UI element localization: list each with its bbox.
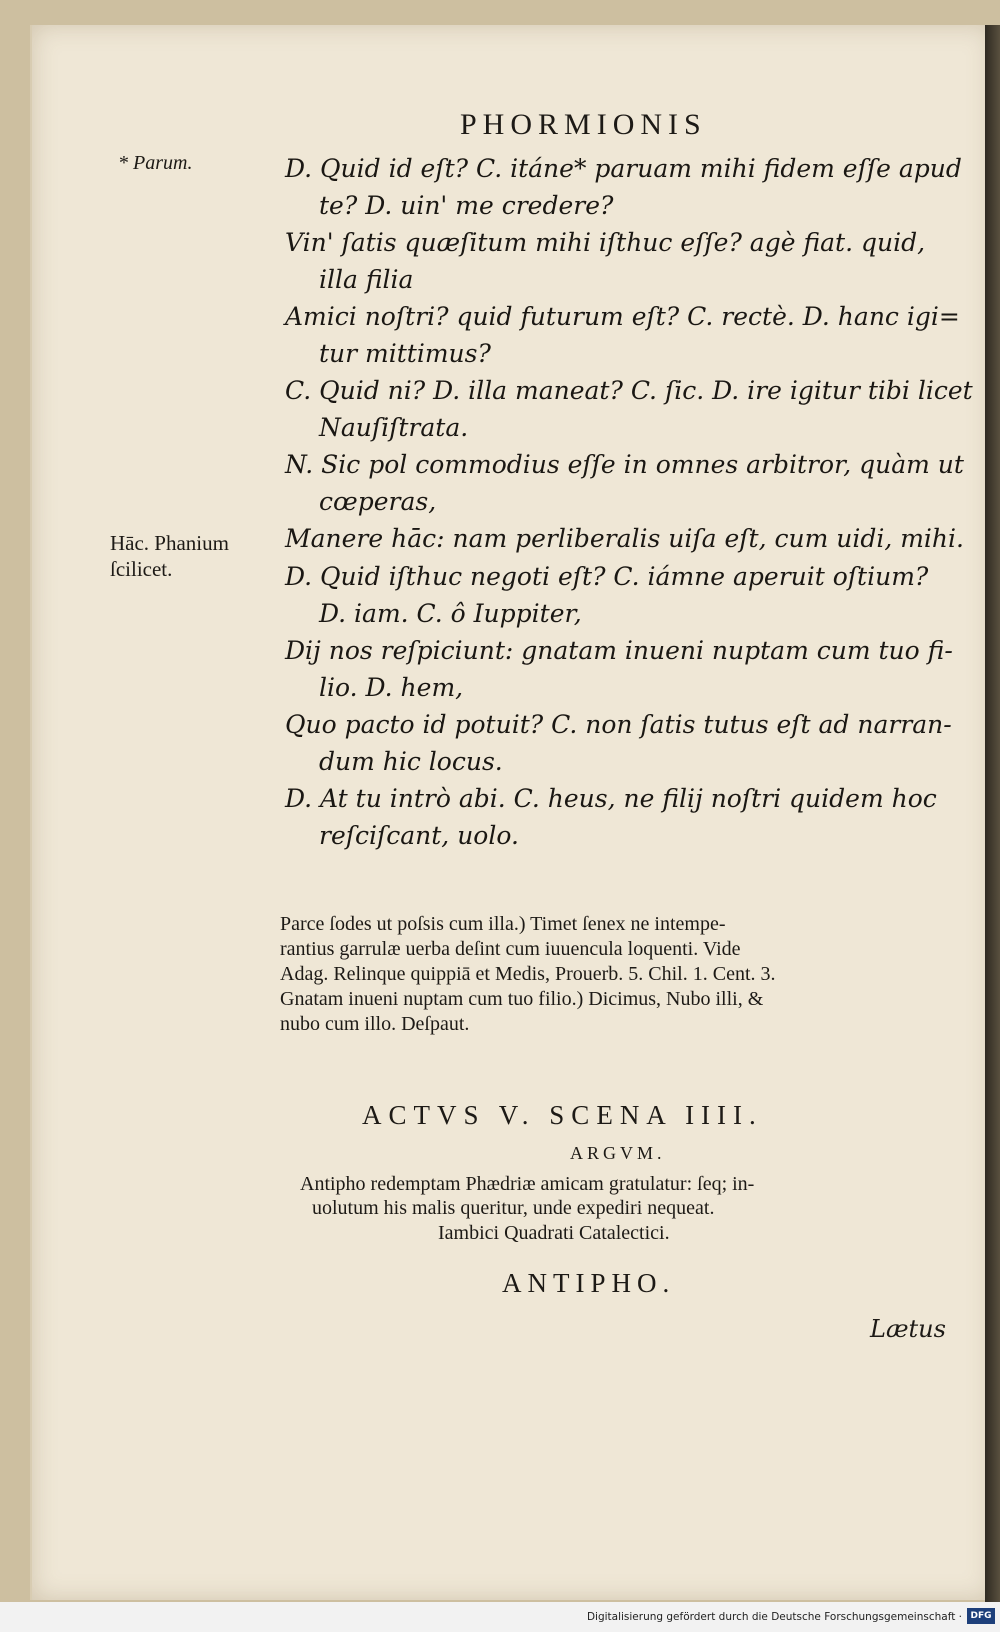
catchword: Lætus bbox=[870, 1315, 946, 1343]
verse-line: Amici noſtri? quid futurum eſt? C. rectè. D. hanc igi= bbox=[285, 302, 960, 331]
argument-block bbox=[300, 1172, 960, 1220]
argum-label: ARGVM. bbox=[570, 1143, 666, 1163]
verse-line: Quo pacto id potuit? C. non ſatis tutus eſt ad narran- bbox=[285, 710, 952, 739]
verse-block bbox=[285, 150, 973, 854]
verse-line: D. Quid id eſt? C. itáne* paruam mihi fidem eſſe apud bbox=[285, 154, 962, 183]
marginal-note-parum: * Parum. bbox=[118, 152, 193, 174]
marginal-note-phanium bbox=[110, 530, 229, 582]
commentary-block bbox=[280, 912, 960, 1037]
verse-line: illa filia bbox=[319, 265, 414, 294]
marginal-note-line: ſcilicet. bbox=[110, 557, 173, 581]
verse-line: reſciſcant, uolo. bbox=[319, 821, 519, 850]
verse-line: Dij nos reſpiciunt: gnatam inueni nuptam cum tuo fi- bbox=[285, 636, 953, 665]
verse-line: D. At tu intrò abi. C. heus, ne filij noſtri quidem hoc bbox=[285, 784, 937, 813]
verse-line: te? D. uin' me credere? bbox=[319, 191, 614, 220]
meter-label: Iambici Quadrati Catalectici. bbox=[438, 1222, 670, 1244]
marginal-note-line: Hāc. Phanium bbox=[110, 531, 229, 555]
book-edge bbox=[985, 25, 1000, 1605]
verse-line: tur mittimus? bbox=[319, 339, 491, 368]
verse-line: C. Quid ni? D. illa maneat? C. ſic. D. ire igitur tibi licet bbox=[285, 376, 973, 405]
dfg-logo: DFG bbox=[967, 1608, 995, 1624]
verse-line: dum hic locus. bbox=[319, 747, 503, 776]
commentary-line: Adag. Relinque quippiā et Medis, Prouerb. 5. Chil. 1. Cent. 3. bbox=[280, 963, 776, 985]
commentary-line: Gnatam inueni nuptam cum tuo filio.) Dicimus, Nubo illi, & bbox=[280, 988, 764, 1010]
commentary-line: rantius garrulæ uerba deſint cum iuuencula loquenti. Vide bbox=[280, 938, 741, 960]
commentary-line: Parce ſodes ut poſsis cum illa.) Timet ſenex ne intempe- bbox=[280, 913, 726, 935]
verse-line: D. Quid iſthuc negoti eſt? C. iámne aperuit oſtium? bbox=[285, 562, 929, 591]
verse-line: N. Sic pol commodius eſſe in omnes arbitror, quàm ut bbox=[285, 450, 964, 479]
verse-line: cœperas, bbox=[319, 487, 437, 516]
act-heading: ACTVS V. SCENA IIII. bbox=[362, 1100, 763, 1130]
verse-line: lio. D. hem, bbox=[319, 673, 464, 702]
argument-line: Antipho redemptam Phædriæ amicam gratulatur: ſeq; in- bbox=[300, 1173, 755, 1195]
verse-line: D. iam. C. ô Iuppiter, bbox=[319, 599, 582, 628]
verse-line: Nauſiſtrata. bbox=[319, 413, 469, 442]
argument-line: uolutum his malis queritur, unde expediri nequeat. bbox=[312, 1197, 715, 1219]
commentary-line: nubo cum illo. Deſpaut. bbox=[280, 1013, 470, 1035]
footer-text: Digitalisierung gefördert durch die Deutsche Forschungsgemeinschaft · bbox=[586, 1611, 962, 1623]
verse-line: Vin' ſatis quæſitum mihi iſthuc eſſe? agè fiat. quid, bbox=[285, 228, 926, 257]
speaker-name: ANTIPHO. bbox=[502, 1268, 676, 1298]
running-head: PHORMIONIS bbox=[460, 108, 707, 141]
verse-line: Manere hāc: nam perliberalis uiſa eſt, cum uidi, mihi. bbox=[285, 524, 964, 553]
